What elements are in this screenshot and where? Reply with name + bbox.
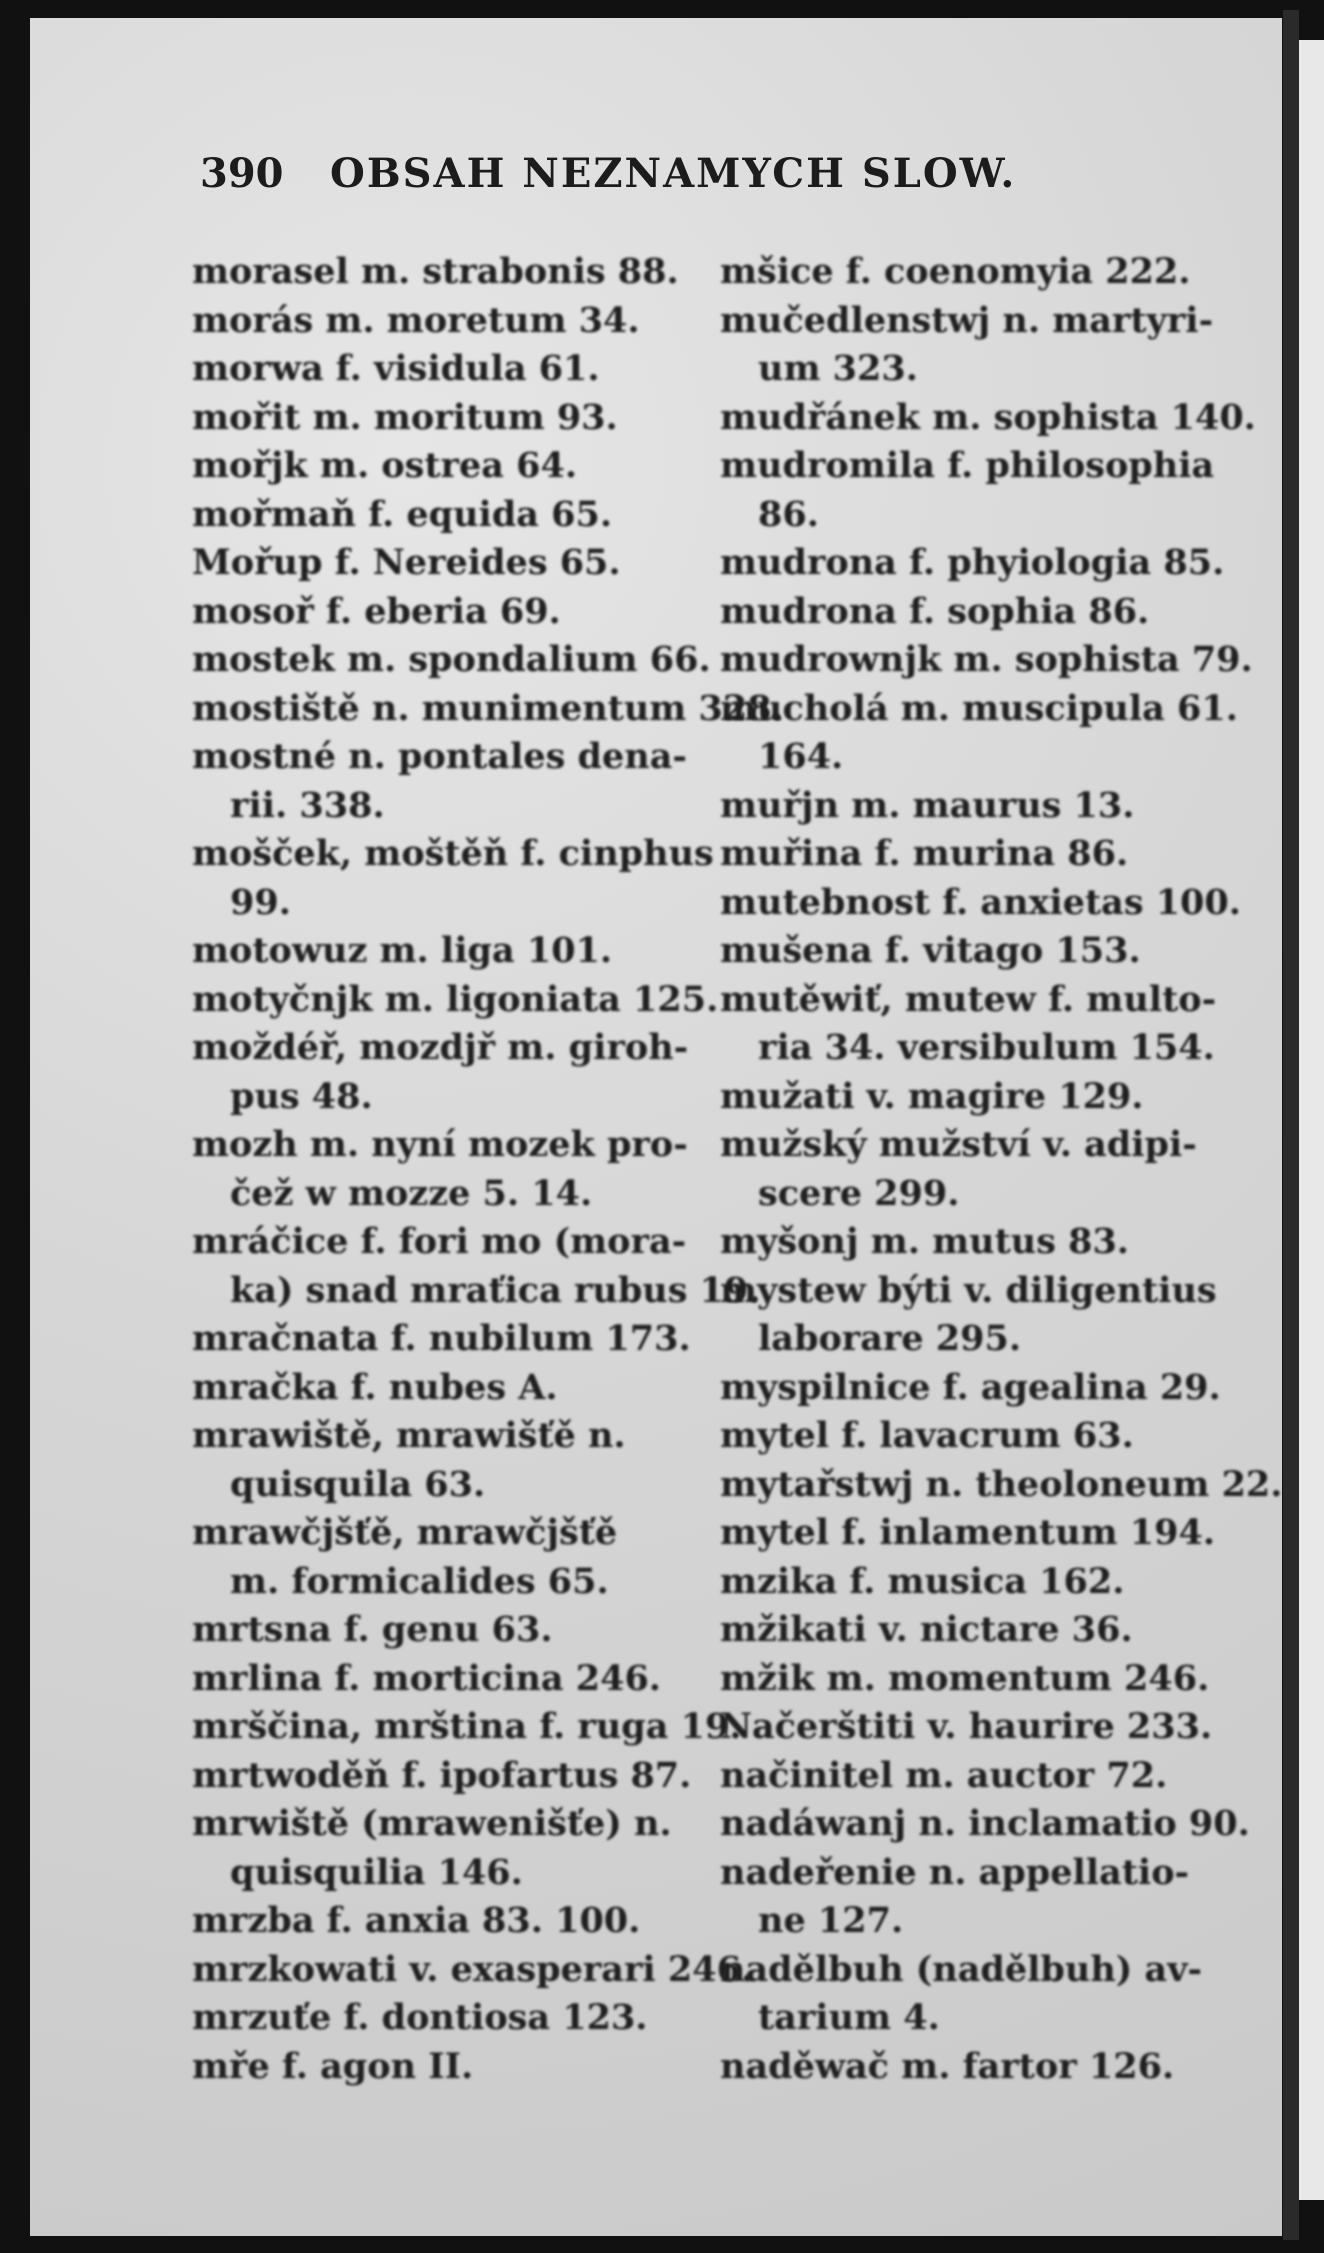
dictionary-entry-line: 99. xyxy=(230,881,291,923)
dictionary-entry-line: m. formicalides 65. xyxy=(230,1560,609,1602)
dictionary-entry-line: mudrona f. sophia 86. xyxy=(720,590,1150,632)
dictionary-entry-line: mrzba f. anxia 83. 100. xyxy=(192,1900,641,1941)
dictionary-entry-line: motowuz m. liga 101. xyxy=(192,930,613,971)
dictionary-entry-line: mžikati v. nictare 36. xyxy=(720,1609,1133,1650)
dictionary-entry-line: mráčice f. fori mo (mora- xyxy=(192,1221,687,1262)
right-column xyxy=(720,248,1283,2091)
dictionary-entry-line: 164. xyxy=(758,736,844,777)
left-column xyxy=(192,248,784,2091)
dictionary-entry-line: moždéř, mozdjř m. giroh- xyxy=(192,1027,689,1068)
dictionary-entry-line: muřina f. murina 86. xyxy=(720,833,1129,874)
dictionary-entry-line: mutěwiť, mutew f. multo- xyxy=(720,978,1217,1020)
dictionary-entry-line: Mořup f. Nereides 65. xyxy=(192,542,621,583)
dictionary-entry-line: mytel f. lavacrum 63. xyxy=(720,1415,1134,1456)
dictionary-entry-line: mžik m. momentum 246. xyxy=(720,1657,1210,1699)
dictionary-entry-line: 86. xyxy=(758,493,819,535)
dictionary-entry-line: mře f. agon II. xyxy=(192,2045,474,2087)
dictionary-entry-line: quisquilia 146. xyxy=(230,1851,523,1893)
dictionary-entry-line: nadáwanj n. inclamatio 90. xyxy=(720,1803,1250,1844)
dictionary-entry-line: mučedlenstwj n. martyri- xyxy=(720,299,1214,341)
dictionary-entry-line: mrtsna f. genu 63. xyxy=(192,1609,553,1650)
dictionary-entry-line: pus 48. xyxy=(230,1075,373,1117)
dictionary-entry-line: muřjn m. maurus 13. xyxy=(720,784,1135,826)
dictionary-entry-line: mystew býti v. diligentius xyxy=(720,1269,1217,1311)
dictionary-entry-line: morasel m. strabonis 88. xyxy=(192,251,679,292)
dictionary-entry-line: mračnata f. nubilum 173. xyxy=(192,1318,691,1359)
dictionary-entry-line: mudrona f. phyiologia 85. xyxy=(720,542,1225,583)
dictionary-entry-line: mrwiště (mrawenišťe) n. xyxy=(192,1803,672,1844)
dictionary-entry-line: mšice f. coenomyia 222. xyxy=(720,251,1191,292)
dictionary-entry-line: mrlina f. morticina 246. xyxy=(192,1657,661,1699)
dictionary-entry-line: mytařstwj n. theoloneum 22. xyxy=(720,1463,1283,1505)
dictionary-entry-line: mrzkowati v. exasperari 246. xyxy=(192,1948,754,1990)
dictionary-entry-line: mračka f. nubes A. xyxy=(192,1366,558,1408)
page-header xyxy=(200,150,1030,210)
dictionary-entry-line: mutebnost f. anxietas 100. xyxy=(720,881,1241,923)
dictionary-entry-line: mužati v. magire 129. xyxy=(720,1075,1144,1117)
page-number: 390 xyxy=(200,150,284,197)
dictionary-entry-line: mošček, moštěň f. cinphus xyxy=(192,833,714,874)
dictionary-entry-line: mudřánek m. sophista 140. xyxy=(720,396,1256,438)
dictionary-entry-line: motyčnjk m. ligoniata 125. xyxy=(192,978,719,1020)
next-page-edge xyxy=(1299,40,1324,2200)
dictionary-entry-line: mucholá m. muscipula 61. xyxy=(720,687,1238,729)
dictionary-entry-line: mostek m. spondalium 66. xyxy=(192,639,711,680)
dictionary-entry-line: laborare 295. xyxy=(758,1318,1022,1359)
dictionary-entry-line: morwa f. visidula 61. xyxy=(192,348,600,389)
dictionary-entry-line: načinitel m. auctor 72. xyxy=(720,1754,1168,1796)
dictionary-entry-line: rii. 338. xyxy=(230,784,385,826)
dictionary-entry-line: ria 34. versibulum 154. xyxy=(758,1027,1215,1068)
dictionary-entry-line: mosoř f. eberia 69. xyxy=(192,590,561,632)
dictionary-entry-line: mrtwoděň f. ipofartus 87. xyxy=(192,1754,692,1796)
dictionary-entry-line: mořmaň f. equida 65. xyxy=(192,493,613,535)
dictionary-entry-line: scere 299. xyxy=(758,1172,960,1214)
page-gutter xyxy=(1283,10,1299,2240)
dictionary-entry-line: nadělbuh (nadělbuh) av- xyxy=(720,1948,1203,1990)
dictionary-entry-line: mrawčjšťě, mrawčjšťě xyxy=(192,1512,618,1553)
dictionary-entry-line: mudromila f. philosophia xyxy=(720,445,1215,486)
dictionary-entry-line: mužský mužství v. adipi- xyxy=(720,1124,1197,1165)
dictionary-entry-line: quisquila 63. xyxy=(230,1463,486,1505)
dictionary-entry-line: mušena f. vitago 153. xyxy=(720,930,1141,971)
dictionary-entry-line: morás m. moretum 34. xyxy=(192,299,640,341)
dictionary-entry-line: mostné n. pontales dena- xyxy=(192,736,687,777)
dictionary-entry-line: nadeřenie n. appellatio- xyxy=(720,1851,1190,1893)
dictionary-entry-line: tarium 4. xyxy=(758,1997,940,2038)
dictionary-entry-line: mostiště n. munimentum 328. xyxy=(192,687,784,729)
dictionary-entry-line: Načerštiti v. haurire 233. xyxy=(720,1706,1213,1747)
dictionary-entry-line: mrščina, mrština f. ruga 19. xyxy=(192,1706,742,1747)
dictionary-entry-line: naděwač m. fartor 126. xyxy=(720,2045,1175,2087)
dictionary-entry-line: mozh m. nyní mozek pro- xyxy=(192,1124,688,1165)
running-title: OBSAH NEZNAMYCH SLOW. xyxy=(330,150,1017,197)
dictionary-entry-line: mrzuťe f. dontiosa 123. xyxy=(192,1997,648,2038)
dictionary-entry-line: mytel f. inlamentum 194. xyxy=(720,1512,1216,1553)
dictionary-entry-line: čež w mozze 5. 14. xyxy=(230,1172,593,1214)
dictionary-entry-line: ka) snad mraťica rubus 19. xyxy=(230,1269,761,1311)
dictionary-entry-line: um 323. xyxy=(758,348,918,389)
dictionary-entry-line: mudrownjk m. sophista 79. xyxy=(720,639,1253,680)
dictionary-entry-line: mořit m. moritum 93. xyxy=(192,396,618,438)
dictionary-entry-line: ne 127. xyxy=(758,1900,904,1941)
dictionary-entry-line: myspilnice f. agealina 29. xyxy=(720,1366,1221,1408)
dictionary-entry-line: mrawiště, mrawišťě n. xyxy=(192,1415,626,1456)
dictionary-entry-line: myšonj m. mutus 83. xyxy=(720,1221,1129,1262)
dictionary-entry-line: mořjk m. ostrea 64. xyxy=(192,445,577,486)
dictionary-entry-line: mzika f. musica 162. xyxy=(720,1560,1125,1602)
